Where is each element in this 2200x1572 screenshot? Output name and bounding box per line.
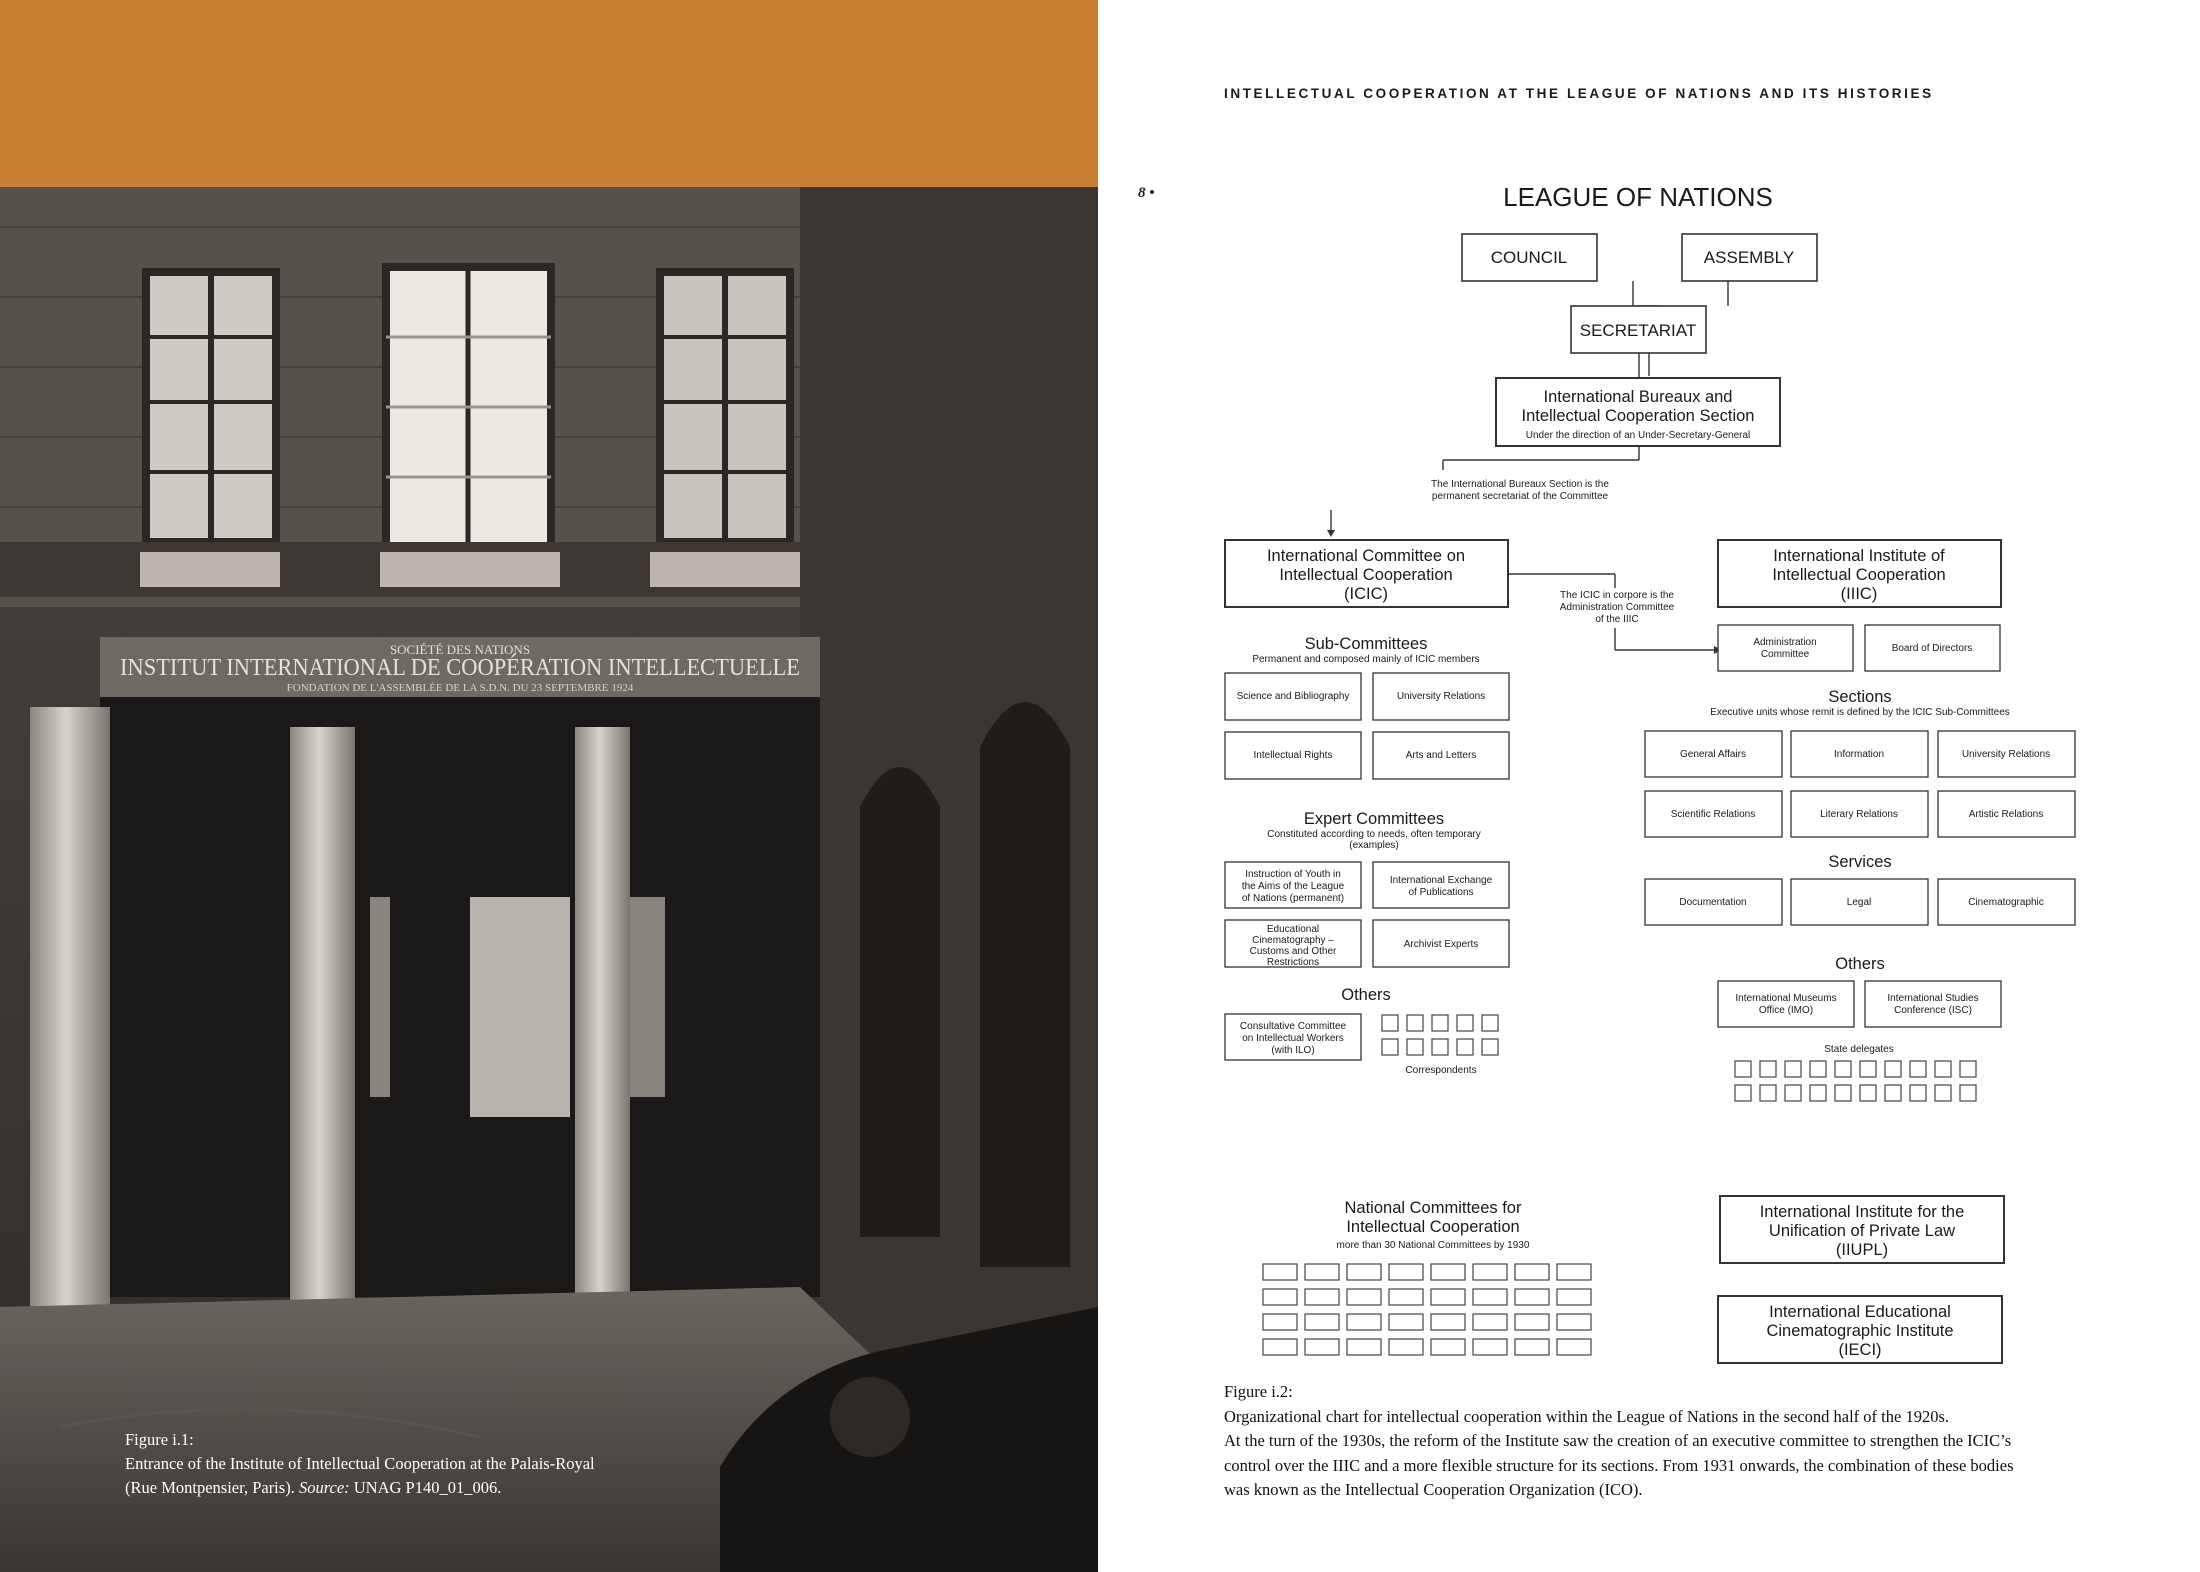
national-committee-square [1389, 1289, 1423, 1305]
consultative-line1: Consultative Committee [1239, 1021, 1347, 1032]
expert-youth-box [1225, 862, 1361, 908]
note-bureaux-line1: The International Bureaux Section is the [1431, 479, 1609, 490]
right-page [1098, 0, 2200, 1572]
expert-exchange-line1: International Exchange [1389, 875, 1493, 886]
subcommittee-label: Intellectual Rights [1253, 750, 1333, 761]
subcommittee-box [1225, 673, 1361, 720]
admin-committee-line2: Committee [1760, 649, 1810, 660]
sections-heading: Sections [1828, 688, 1892, 706]
national-committee-square [1347, 1264, 1381, 1280]
correspondent-square [1432, 1015, 1448, 1031]
state-delegate-square [1785, 1085, 1801, 1101]
national-committee-square [1305, 1264, 1339, 1280]
expert-youth-line2: the Aims of the League [1241, 881, 1345, 892]
national-line1: National Committees for [1344, 1199, 1522, 1217]
figure-1-caption-line1: Entrance of the Institute of Intellectual Cooperation at the Palais-Royal [125, 1454, 595, 1473]
section-box [1645, 731, 1782, 777]
imo-line2: Office (IMO) [1758, 1005, 1814, 1016]
icic-box [1225, 540, 1508, 607]
isc-line2: Conference (ISC) [1894, 1005, 1972, 1016]
service-label: Legal [1846, 897, 1872, 908]
assembly-label: ASSEMBLY [1703, 248, 1795, 267]
bureaux-sub: Under the direction of an Under-Secretary-General [1525, 430, 1751, 441]
section-box [1791, 791, 1928, 837]
correspondent-grid [1382, 1015, 1498, 1055]
expert-sub-line1: Constituted according to needs, often temporary [1267, 829, 1481, 840]
expert-youth-line3: of Nations (permanent) [1241, 893, 1345, 904]
council-label: COUNCIL [1490, 248, 1568, 267]
subcommittee-box [1373, 673, 1509, 720]
state-delegate-square [1760, 1085, 1776, 1101]
figure-2-caption [1224, 1380, 2184, 1503]
windows [146, 267, 790, 547]
others-right-heading: Others [1835, 955, 1885, 973]
iiupl-line2: Unification of Private Law [1768, 1222, 1956, 1240]
section-label: Scientific Relations [1670, 809, 1756, 820]
consultative-box [1225, 1014, 1361, 1060]
iiic-line3: (IIIC) [1840, 585, 1878, 603]
subcommittee-box [1373, 732, 1509, 779]
subcommittee-label: Science and Bibliography [1236, 691, 1350, 702]
national-committee-square [1557, 1264, 1591, 1280]
national-committee-square [1263, 1289, 1297, 1305]
entrance-photograph [0, 187, 1098, 1572]
figure-1-label: Figure i.1: [125, 1430, 194, 1449]
service-box [1938, 879, 2075, 925]
service-label: Cinematographic [1968, 897, 2044, 908]
national-committee-square [1431, 1339, 1465, 1355]
national-committee-square [1389, 1339, 1423, 1355]
expert-heading: Expert Committees [1303, 810, 1445, 828]
expert-cinema-line1: Educational [1266, 924, 1320, 935]
expert-archivist-box [1373, 920, 1509, 967]
section-label: General Affairs [1680, 749, 1746, 760]
expert-exchange-box [1373, 862, 1509, 908]
running-head: INTELLECTUAL COOPERATION AT THE LEAGUE OF NATIONS AND ITS HISTORIES [1224, 86, 1934, 101]
ieci-line3: (IECI) [1838, 1341, 1882, 1359]
national-committee-square [1557, 1314, 1591, 1330]
correspondent-square [1457, 1039, 1473, 1055]
iiic-box [1718, 540, 2001, 607]
correspondent-square [1482, 1015, 1498, 1031]
state-delegate-square [1860, 1061, 1876, 1077]
page-number: 8 • [1138, 185, 1155, 201]
iiic-line2: Intellectual Cooperation [1772, 566, 1946, 584]
expert-cinema-line4: Restrictions [1266, 957, 1320, 968]
figure-1-source-value: UNAG P140_01_006. [349, 1478, 502, 1497]
state-delegate-square [1885, 1085, 1901, 1101]
imo-line1: International Museums [1735, 993, 1837, 1004]
national-line2: Intellectual Cooperation [1346, 1218, 1520, 1236]
photo-sign-main: INSTITUT INTERNATIONAL DE COOPÉRATION INTELLECTUELLE [120, 655, 800, 681]
expert-cinema-line2: Cinematography – [1252, 935, 1334, 946]
secretariat-box [1571, 306, 1706, 353]
correspondent-square [1457, 1015, 1473, 1031]
subcommittee-label: University Relations [1396, 691, 1486, 702]
section-box [1791, 731, 1928, 777]
expert-cinema-box [1225, 920, 1361, 968]
national-committee-grid [1263, 1264, 1591, 1355]
board-of-directors-box [1865, 625, 2000, 671]
national-committee-square [1515, 1264, 1549, 1280]
services-heading: Services [1828, 853, 1892, 871]
national-committee-square [1473, 1264, 1507, 1280]
state-delegate-square [1785, 1061, 1801, 1077]
section-box [1645, 791, 1782, 837]
national-committee-square [1305, 1314, 1339, 1330]
correspondent-square [1432, 1039, 1448, 1055]
subcommittees-heading: Sub-Committees [1304, 635, 1428, 653]
national-committee-square [1263, 1314, 1297, 1330]
national-committee-square [1305, 1339, 1339, 1355]
figure-2-caption-line1: Organizational chart for intellectual cooperation within the League of Nations in the second half of the 1920s. [1224, 1406, 1950, 1426]
section-box [1938, 791, 2075, 837]
national-committee-square [1431, 1264, 1465, 1280]
iiupl-box [1720, 1196, 2004, 1263]
expert-archivist-label: Archivist Experts [1403, 939, 1479, 950]
isc-line1: International Studies [1887, 993, 1979, 1004]
left-page [0, 0, 1098, 1572]
national-committee-square [1431, 1314, 1465, 1330]
national-committee-square [1347, 1289, 1381, 1305]
state-delegate-square [1960, 1085, 1976, 1101]
state-delegate-grid [1735, 1061, 1976, 1101]
assembly-box [1682, 234, 1817, 281]
national-committee-square [1347, 1339, 1381, 1355]
figure-2-label: Figure i.2: [1224, 1382, 1293, 1401]
state-delegate-square [1935, 1085, 1951, 1101]
iiupl-line1: International Institute for the [1759, 1203, 1965, 1221]
subcommittee-box [1225, 732, 1361, 779]
national-committee-square [1473, 1314, 1507, 1330]
national-committee-square [1473, 1289, 1507, 1305]
bureaux-line1: International Bureaux and [1543, 388, 1733, 406]
icic-line1: International Committee on [1266, 547, 1466, 565]
national-committee-square [1431, 1289, 1465, 1305]
national-committee-square [1473, 1339, 1507, 1355]
national-committee-square [1515, 1339, 1549, 1355]
section-label: Information [1833, 749, 1885, 760]
state-delegate-square [1810, 1085, 1826, 1101]
national-committee-square [1389, 1264, 1423, 1280]
isc-box [1865, 981, 2001, 1027]
iiupl-line3: (IIUPL) [1835, 1241, 1889, 1259]
section-box [1938, 731, 2075, 777]
figure-1-caption-line2: (Rue Montpensier, Paris). [125, 1478, 299, 1497]
iiic-line1: International Institute of [1773, 547, 1945, 565]
figure-2-caption-line2: At the turn of the 1930s, the reform of the Institute saw the creation of an executive committee to strengthen the ICIC’s [1224, 1431, 2012, 1450]
bureaux-box [1496, 378, 1780, 446]
imo-box [1718, 981, 1854, 1027]
state-delegate-square [1835, 1061, 1851, 1077]
section-label: University Relations [1961, 749, 2051, 760]
state-delegate-square [1760, 1061, 1776, 1077]
correspondent-square [1382, 1015, 1398, 1031]
correspondent-square [1482, 1039, 1498, 1055]
org-chart [1098, 0, 2200, 1572]
admin-committee-box [1718, 625, 1853, 671]
consultative-line2: on Intellectual Workers [1242, 1033, 1344, 1044]
section-label: Artistic Relations [1968, 809, 2044, 820]
correspondents-label: Correspondents [1405, 1065, 1477, 1076]
state-delegate-square [1735, 1085, 1751, 1101]
expert-sub-line2: (examples) [1349, 840, 1399, 851]
correspondent-square [1407, 1039, 1423, 1055]
correspondent-square [1382, 1039, 1398, 1055]
orange-band [0, 0, 1098, 187]
state-delegate-square [1835, 1085, 1851, 1101]
sections-sub: Executive units whose remit is defined by the ICIC Sub-Committees [1710, 707, 2010, 718]
correspondent-square [1407, 1015, 1423, 1031]
national-committee-square [1389, 1314, 1423, 1330]
note-bureaux-line2: permanent secretariat of the Committee [1431, 491, 1609, 502]
subcommittees-sub: Permanent and composed mainly of ICIC members [1252, 654, 1480, 665]
national-sub: more than 30 National Committees by 1930 [1336, 1240, 1530, 1251]
note-icic-line2: Administration Committee [1559, 602, 1675, 613]
figure-2-caption-line4: was known as the Intellectual Cooperation Organization (ICO). [1224, 1480, 1643, 1499]
national-committee-square [1305, 1289, 1339, 1305]
service-box [1791, 879, 1928, 925]
icic-line3: (ICIC) [1344, 585, 1388, 603]
national-committee-square [1515, 1289, 1549, 1305]
note-icic-line1: The ICIC in corpore is the [1560, 590, 1674, 601]
expert-cinema-line3: Customs and Other [1249, 946, 1337, 957]
service-label: Documentation [1679, 897, 1747, 908]
admin-committee-line1: Administration [1753, 637, 1817, 648]
state-delegate-square [1960, 1061, 1976, 1077]
ieci-box [1718, 1296, 2002, 1363]
ieci-line2: Cinematographic Institute [1766, 1322, 1954, 1340]
photo-sign-bottom: FONDATION DE L'ASSEMBLÉE DE LA S.D.N. DU 23 SEPTEMBRE 1924 [286, 682, 634, 694]
secretariat-label: SECRETARIAT [1579, 321, 1697, 340]
state-delegate-square [1810, 1061, 1826, 1077]
state-delegate-square [1885, 1061, 1901, 1077]
national-committee-square [1557, 1339, 1591, 1355]
chart-title: LEAGUE OF NATIONS [1503, 182, 1773, 212]
state-delegate-square [1935, 1061, 1951, 1077]
state-delegate-square [1910, 1061, 1926, 1077]
subcommittee-label: Arts and Letters [1405, 750, 1477, 761]
national-committee-square [1263, 1264, 1297, 1280]
national-committee-square [1263, 1339, 1297, 1355]
state-delegate-square [1860, 1085, 1876, 1101]
others-left-heading: Others [1341, 986, 1391, 1004]
figure-2-caption-line3: control over the IIIC and a more flexible structure for its sections. From 1931 onwards, the combination of these bodies [1224, 1455, 2014, 1475]
national-committee-square [1347, 1314, 1381, 1330]
figure-1-source-label: Source: [298, 1478, 350, 1497]
expert-youth-line1: Instruction of Youth in [1245, 869, 1341, 880]
ieci-line1: International Educational [1769, 1303, 1951, 1321]
note-icic-line3: of the IIIC [1595, 614, 1639, 625]
section-label: Literary Relations [1820, 809, 1898, 820]
expert-exchange-line2: of Publications [1408, 887, 1474, 898]
state-delegate-square [1910, 1085, 1926, 1101]
state-delegate-square [1735, 1061, 1751, 1077]
bureaux-line2: Intellectual Cooperation Section [1521, 407, 1755, 425]
national-committee-square [1515, 1314, 1549, 1330]
consultative-line3: (with ILO) [1271, 1045, 1315, 1056]
photo-sign-top: SOCIÉTÉ DES NATIONS [389, 642, 531, 657]
icic-line2: Intellectual Cooperation [1279, 566, 1453, 584]
service-box [1645, 879, 1782, 925]
board-of-directors-label: Board of Directors [1891, 643, 1973, 654]
council-box [1462, 234, 1597, 281]
figure-1-caption [125, 1428, 685, 1500]
national-committee-square [1557, 1289, 1591, 1305]
state-delegates-label: State delegates [1824, 1044, 1894, 1055]
